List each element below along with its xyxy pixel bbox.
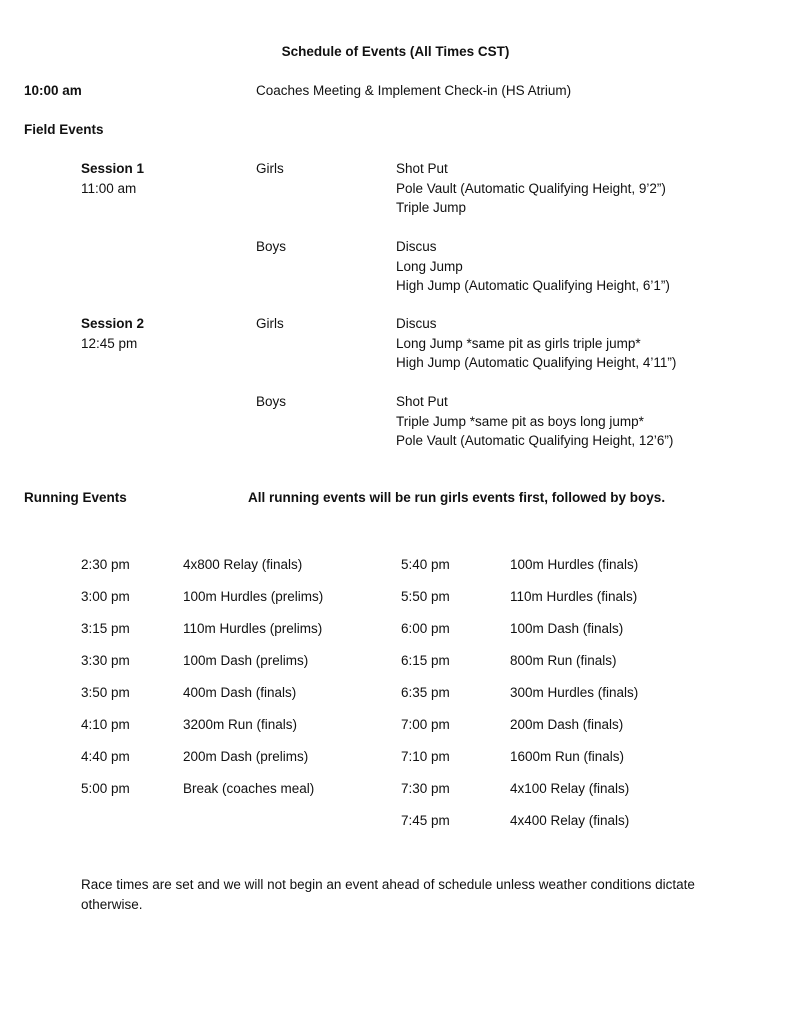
schedule-time: 3:30 pm: [81, 653, 130, 668]
schedule-time: 6:00 pm: [401, 621, 450, 636]
schedule-row: [81, 651, 381, 683]
session-1-girls-events: [396, 159, 666, 218]
footnote: Race times are set and we will not begin an event ahead of schedule unless weather conditions dictate otherwise.: [81, 877, 695, 912]
schedule-row: [401, 779, 701, 811]
schedule-row: [401, 715, 701, 747]
event-item: Triple Jump *same pit as boys long jump*: [396, 413, 644, 429]
event-item: Long Jump *same pit as girls triple jump*: [396, 335, 641, 351]
schedule-event: 110m Hurdles (prelims): [183, 621, 323, 636]
schedule-event: 100m Dash (finals): [510, 621, 624, 636]
schedule-event: 1600m Run (finals): [510, 749, 625, 764]
schedule-row: [401, 619, 701, 651]
schedule-time: 7:10 pm: [401, 749, 450, 764]
schedule-row: [401, 651, 701, 683]
schedule-event: 4x100 Relay (finals): [510, 781, 630, 796]
schedule-time: 4:40 pm: [81, 749, 130, 764]
schedule-row: [401, 683, 701, 715]
event-item: High Jump (Automatic Qualifying Height, 4’11”): [396, 355, 677, 370]
schedule-row: [81, 587, 381, 619]
session-label: Session 2: [81, 316, 145, 331]
schedule-time: 5:50 pm: [401, 589, 450, 604]
schedule-event: 4x800 Relay (finals): [183, 557, 303, 572]
schedule-time: 6:35 pm: [401, 685, 450, 700]
schedule-time: 5:00 pm: [81, 781, 130, 796]
schedule-time: 4:10 pm: [81, 717, 130, 732]
meeting-description: Coaches Meeting & Implement Check-in (HS Atrium): [256, 83, 572, 98]
schedule-event: 200m Dash (finals): [510, 717, 624, 732]
schedule-event: 300m Hurdles (finals): [510, 685, 639, 700]
schedule-time: 3:15 pm: [81, 621, 130, 636]
session-1-header: [81, 159, 144, 198]
schedule-time: 3:50 pm: [81, 685, 130, 700]
event-item: Shot Put: [396, 394, 448, 409]
schedule-time: 2:30 pm: [81, 557, 130, 572]
event-item: Shot Put: [396, 161, 448, 176]
schedule-time: 7:30 pm: [401, 781, 450, 796]
field-events-heading: Field Events: [24, 122, 104, 137]
session-2-girls-label: Girls: [256, 316, 284, 331]
schedule-event: 4x400 Relay (finals): [510, 813, 630, 828]
schedule-time: 7:00 pm: [401, 717, 450, 732]
schedule-event: 100m Dash (prelims): [183, 653, 309, 668]
schedule-event: 100m Hurdles (finals): [510, 557, 639, 572]
schedule-row: [401, 587, 701, 619]
event-item: Long Jump: [396, 258, 463, 274]
schedule-event: 400m Dash (finals): [183, 685, 297, 700]
session-2-boys-label: Boys: [256, 394, 287, 409]
schedule-event: 110m Hurdles (finals): [510, 589, 638, 604]
schedule-row: [81, 779, 381, 811]
page-title: Schedule of Events (All Times CST): [281, 44, 510, 59]
schedule-event: 200m Dash (prelims): [183, 749, 309, 764]
event-item: Discus: [396, 316, 437, 331]
session-time: 12:45 pm: [81, 335, 138, 351]
schedule-event: 100m Hurdles (prelims): [183, 589, 324, 604]
schedule-row: [401, 747, 701, 779]
meeting-time: 10:00 am: [24, 83, 82, 98]
session-1-boys-label: Boys: [256, 239, 287, 254]
session-label: Session 1: [81, 161, 145, 176]
schedule-row: [401, 555, 701, 587]
schedule-row: [81, 555, 381, 587]
session-1-boys-events: [396, 237, 670, 296]
session-2-girls-events: [396, 314, 676, 373]
running-events-note: All running events will be run girls events first, followed by boys.: [248, 490, 666, 505]
schedule-row: [401, 811, 701, 843]
session-2-header: [81, 314, 144, 353]
session-1-girls-label: Girls: [256, 161, 284, 176]
schedule-row: [81, 715, 381, 747]
schedule-time: 5:40 pm: [401, 557, 450, 572]
event-item: High Jump (Automatic Qualifying Height, 6’1”): [396, 278, 670, 293]
schedule-time: 3:00 pm: [81, 589, 130, 604]
event-item: Triple Jump: [396, 200, 467, 215]
running-events-heading: Running Events: [24, 490, 127, 505]
schedule-event: 3200m Run (finals): [183, 717, 298, 732]
schedule-time: 7:45 pm: [401, 813, 450, 828]
schedule-row: [81, 619, 381, 651]
schedule-row: [81, 683, 381, 715]
event-item: Pole Vault (Automatic Qualifying Height, 9’2”): [396, 180, 666, 196]
running-schedule-right: [401, 555, 701, 843]
event-item: Discus: [396, 239, 437, 254]
schedule-event: 800m Run (finals): [510, 653, 617, 668]
schedule-row: [81, 747, 381, 779]
session-2-boys-events: [396, 392, 673, 451]
schedule-event: Break (coaches meal): [183, 781, 315, 796]
running-schedule-left: [81, 555, 381, 811]
event-item: Pole Vault (Automatic Qualifying Height, 12’6”): [396, 433, 674, 448]
schedule-time: 6:15 pm: [401, 653, 450, 668]
session-time: 11:00 am: [81, 180, 137, 196]
